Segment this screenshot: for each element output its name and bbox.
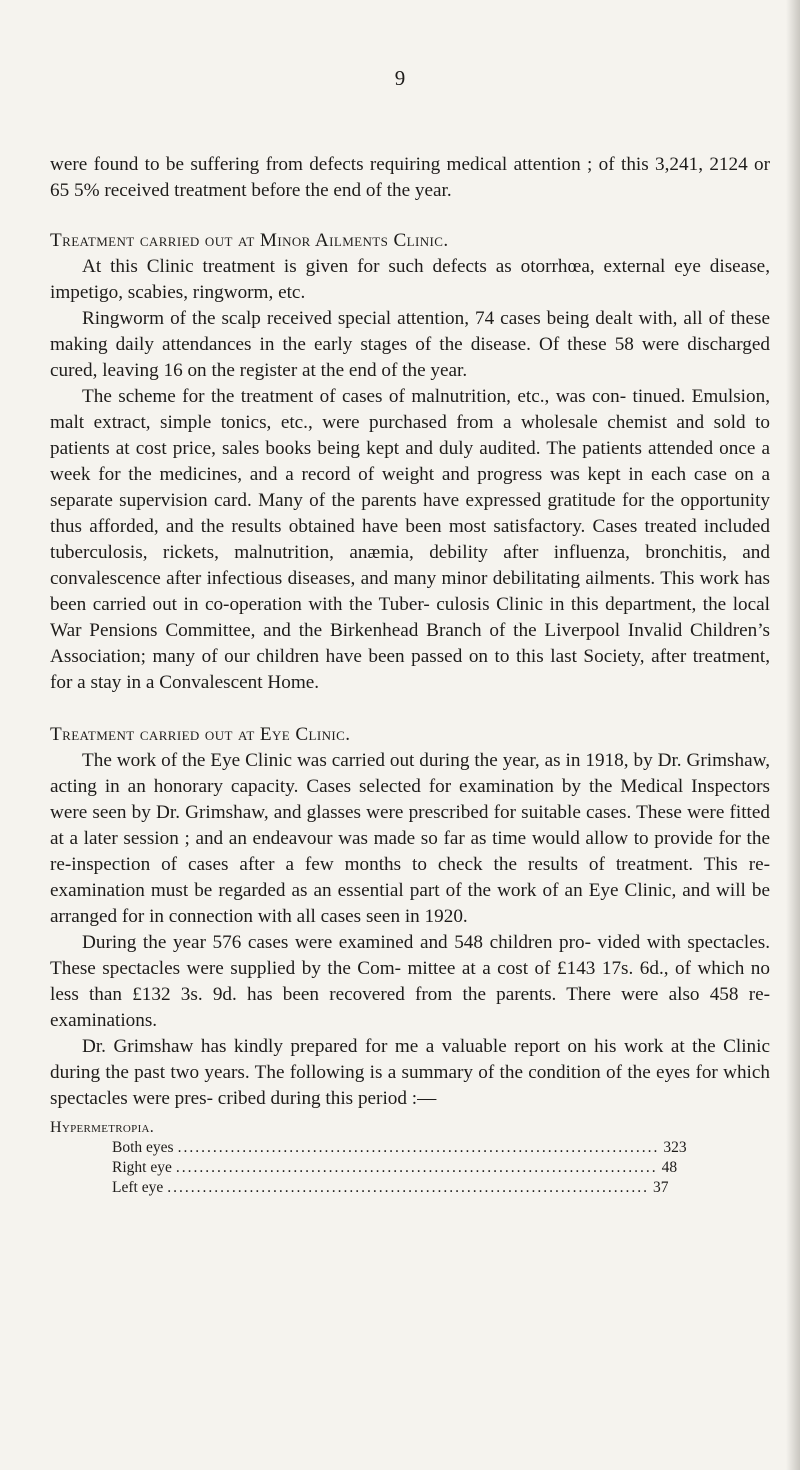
table-row — [112, 1138, 687, 1158]
eye-clinic-paragraph: The work of the Eye Clinic was carried out during the year, as in 1918, by Dr. Grimshaw, acting in an honorary capacity. Cases selected for examination by the Medical Inspectors were seen by Dr. Grimshaw, and glasses were prescribed for suitable cases. These were fitted at a later session ; and an endeavour was made so far as time would allow to provide for the re-inspection of cases after a few months to check the results of treatment. This re-examination must be regarded as an essential part of the work of an Eye Clinic, and will be arranged for in connection with all cases seen in 1920. — [50, 750, 770, 927]
eye-clinic-heading: Treatment carried out at Eye Clinic. — [50, 724, 351, 745]
dot-leader: .................................................................................. — [177, 1139, 660, 1156]
dot-leader: .................................................................................. — [175, 1159, 658, 1176]
table-row — [112, 1158, 678, 1178]
ringworm-paragraph: Ringworm of the scalp received special attention, 74 cases being dealt with, all of these making daily attendances in the early stages of the disease. Of these 58 were discharged cured, leaving 16 on the register at the end of the year. — [50, 308, 770, 381]
dot-leader: .................................................................................. — [167, 1179, 649, 1196]
page-number: 9 — [394, 66, 406, 90]
row-value: 48 — [661, 1159, 678, 1176]
row-label: Both eyes — [112, 1139, 174, 1156]
hypermetropia-table — [112, 1138, 687, 1198]
report-paragraph: Dr. Grimshaw has kindly prepared for me a valuable report on his work at the Clinic during the past two years. The following is a summary of the condition of the eyes for which spectacles were pres- cribed during this period :— — [50, 1036, 770, 1109]
table-row — [112, 1178, 669, 1198]
hypermetropia-heading: Hypermetropia. — [50, 1119, 155, 1136]
spectacles-paragraph: During the year 576 cases were examined and 548 children pro- vided with spectacles. These spectacles were supplied by the Com- mittee at a cost of £143 17s. 6d., of which no less than £132 3s. 9d. has been recovered from the parents. There were also 458 re-examinations. — [50, 932, 770, 1031]
row-label: Right eye — [112, 1159, 172, 1176]
minor-ailments-paragraph: At this Clinic treatment is given for such defects as otorrhœa, external eye disease, impetigo, scabies, ringworm, etc. — [50, 256, 770, 303]
row-label: Left eye — [112, 1179, 164, 1196]
minor-ailments-heading: Treatment carried out at Minor Ailments Clinic. — [50, 230, 449, 251]
malnutrition-paragraph: The scheme for the treatment of cases of malnutrition, etc., was con- tinued. Emulsion, malt extract, simple tonics, etc., were purchased from a wholesale chemist and sold to patients at cost price, sales books being kept and duly audited. The patients attended once a week for the medicines, and a record of weight and progress was kept in each case on a separate supervision card. Many of the parents have expressed gratitude for the opportunity thus afforded, and the results obtained have been most satisfactory. Cases treated included tuberculosis, rickets, malnutrition, anæmia, debility after influenza, bronchitis, and convalescence after infectious diseases, and many minor debilitating ailments. This work has been carried out in co-operation with the Tuber- culosis Clinic in this department, the local War Pensions Committee, and the Birkenhead Branch of the Liverpool Invalid Children’s Association; many of our children have been passed on to this last Society, after treatment, for a stay in a Convalescent Home. — [50, 386, 770, 693]
row-value: 37 — [652, 1179, 669, 1196]
intro-paragraph: were found to be suffering from defects requiring medical attention ; of this 3,241, 2124 or 65 5% received treatment before the end of the year. — [50, 154, 770, 201]
row-value: 323 — [663, 1139, 687, 1156]
page-body — [50, 152, 770, 1198]
page-edge-shadow — [786, 0, 800, 1470]
